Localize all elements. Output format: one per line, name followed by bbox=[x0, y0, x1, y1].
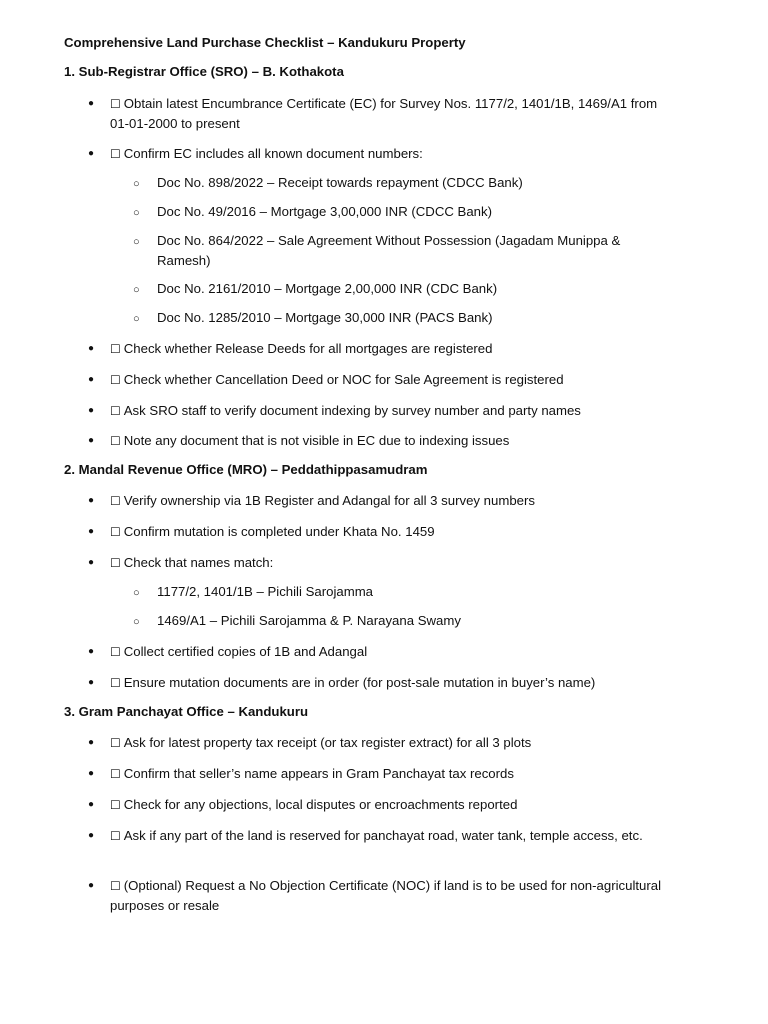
bullet-icon: ● bbox=[88, 737, 95, 748]
item-text: Collect certified copies of 1B and Adangal bbox=[123, 644, 368, 659]
checkbox-icon[interactable]: ☐ bbox=[110, 767, 121, 781]
checkbox-icon[interactable]: ☐ bbox=[110, 556, 121, 570]
sub-item-text: Doc No. 898/2022 – Receipt towards repayment (CDCC Bank) bbox=[157, 175, 523, 190]
circle-bullet-icon: ○ bbox=[133, 313, 140, 325]
checklist-item bbox=[88, 795, 668, 815]
checklist-item bbox=[88, 491, 668, 511]
checklist-item bbox=[88, 401, 668, 421]
item-text: Ensure mutation documents are in order (for post-sale mutation in buyer’s name) bbox=[123, 675, 596, 690]
checkbox-icon[interactable]: ☐ bbox=[110, 373, 121, 387]
section-1-heading: 1. Sub-Registrar Office (SRO) – B. Kothakota bbox=[64, 64, 344, 79]
sub-item bbox=[133, 611, 663, 631]
bullet-icon: ● bbox=[88, 677, 95, 688]
section-3-heading: 3. Gram Panchayat Office – Kandukuru bbox=[64, 704, 309, 719]
sub-item bbox=[133, 582, 663, 602]
circle-bullet-icon: ○ bbox=[133, 616, 140, 628]
item-text: Ask if any part of the land is reserved for panchayat road, water tank, temple access, etc. bbox=[123, 828, 643, 843]
circle-bullet-icon: ○ bbox=[133, 236, 140, 248]
checklist-item bbox=[88, 826, 668, 846]
checkbox-icon[interactable]: ☐ bbox=[110, 434, 121, 448]
bullet-icon: ● bbox=[88, 646, 95, 657]
checkbox-icon[interactable]: ☐ bbox=[110, 494, 121, 508]
item-text: Check for any objections, local disputes or encroachments reported bbox=[123, 797, 518, 812]
circle-bullet-icon: ○ bbox=[133, 207, 140, 219]
sub-item bbox=[133, 173, 663, 193]
checkbox-icon[interactable]: ☐ bbox=[110, 342, 121, 356]
bullet-icon: ● bbox=[88, 557, 95, 568]
bullet-icon: ● bbox=[88, 405, 95, 416]
sub-item bbox=[133, 308, 663, 328]
sub-item-text: 1177/2, 1401/1B – Pichili Sarojamma bbox=[157, 584, 374, 599]
item-text: Confirm EC includes all known document numbers: bbox=[123, 146, 423, 161]
circle-bullet-icon: ○ bbox=[133, 178, 140, 190]
sub-item-text: Doc No. 1285/2010 – Mortgage 30,000 INR (PACS Bank) bbox=[157, 310, 493, 325]
bullet-icon: ● bbox=[88, 343, 95, 354]
bullet-icon: ● bbox=[88, 799, 95, 810]
item-text: Ask for latest property tax receipt (or tax register extract) for all 3 plots bbox=[123, 735, 532, 750]
item-text: Note any document that is not visible in EC due to indexing issues bbox=[123, 433, 510, 448]
bullet-icon: ● bbox=[88, 880, 95, 891]
sub-item-text: Doc No. 2161/2010 – Mortgage 2,00,000 INR (CDC Bank) bbox=[157, 281, 498, 296]
item-text: Ask SRO staff to verify document indexing by survey number and party names bbox=[123, 403, 581, 418]
sub-item-text: Doc No. 864/2022 – Sale Agreement Without Possession (Jagadam Munippa & Ramesh) bbox=[157, 233, 621, 268]
checkbox-icon[interactable]: ☐ bbox=[110, 525, 121, 539]
checkbox-icon[interactable]: ☐ bbox=[110, 97, 121, 111]
bullet-icon: ● bbox=[88, 830, 95, 841]
bullet-icon: ● bbox=[88, 435, 95, 446]
checklist-item bbox=[88, 339, 668, 359]
bullet-icon: ● bbox=[88, 768, 95, 779]
item-text: Check whether Release Deeds for all mortgages are registered bbox=[123, 341, 493, 356]
checklist-item bbox=[88, 94, 668, 134]
sub-item bbox=[133, 231, 663, 271]
bullet-icon: ● bbox=[88, 148, 95, 159]
sub-item bbox=[133, 279, 663, 299]
checkbox-icon[interactable]: ☐ bbox=[110, 147, 121, 161]
checklist-item bbox=[88, 764, 668, 784]
bullet-icon: ● bbox=[88, 495, 95, 506]
checklist-item bbox=[88, 522, 668, 542]
bullet-icon: ● bbox=[88, 374, 95, 385]
checklist-item bbox=[88, 876, 668, 916]
checkbox-icon[interactable]: ☐ bbox=[110, 798, 121, 812]
item-text: Verify ownership via 1B Register and Adangal for all 3 survey numbers bbox=[123, 493, 535, 508]
item-text: Obtain latest Encumbrance Certificate (EC) for Survey Nos. 1177/2, 1401/1B, 1469/A1 from 01-01-2000 to present bbox=[110, 96, 658, 131]
checkbox-icon[interactable]: ☐ bbox=[110, 736, 121, 750]
circle-bullet-icon: ○ bbox=[133, 284, 140, 296]
checklist-item bbox=[88, 370, 668, 390]
checkbox-icon[interactable]: ☐ bbox=[110, 404, 121, 418]
checkbox-icon[interactable]: ☐ bbox=[110, 645, 121, 659]
checklist-item bbox=[88, 553, 668, 573]
item-text: Confirm that seller’s name appears in Gram Panchayat tax records bbox=[123, 766, 514, 781]
circle-bullet-icon: ○ bbox=[133, 587, 140, 599]
checklist-item bbox=[88, 642, 668, 662]
document-title: Comprehensive Land Purchase Checklist – Kandukuru Property bbox=[64, 35, 466, 50]
item-text: (Optional) Request a No Objection Certificate (NOC) if land is to be used for non-agricultural purposes or resale bbox=[110, 878, 662, 913]
sub-item-text: Doc No. 49/2016 – Mortgage 3,00,000 INR (CDCC Bank) bbox=[157, 204, 492, 219]
bullet-icon: ● bbox=[88, 98, 95, 109]
checkbox-icon[interactable]: ☐ bbox=[110, 676, 121, 690]
item-text: Check whether Cancellation Deed or NOC for Sale Agreement is registered bbox=[123, 372, 564, 387]
section-2-heading: 2. Mandal Revenue Office (MRO) – Peddathippasamudram bbox=[64, 462, 428, 477]
checkbox-icon[interactable]: ☐ bbox=[110, 879, 121, 893]
checklist-item bbox=[88, 431, 668, 451]
sub-item bbox=[133, 202, 663, 222]
item-text: Check that names match: bbox=[123, 555, 274, 570]
sub-item-text: 1469/A1 – Pichili Sarojamma & P. Narayana Swamy bbox=[157, 613, 461, 628]
item-text: Confirm mutation is completed under Khata No. 1459 bbox=[123, 524, 435, 539]
checklist-item bbox=[88, 673, 668, 693]
bullet-icon: ● bbox=[88, 526, 95, 537]
checklist-item bbox=[88, 733, 668, 753]
checklist-item bbox=[88, 144, 668, 164]
checkbox-icon[interactable]: ☐ bbox=[110, 829, 121, 843]
